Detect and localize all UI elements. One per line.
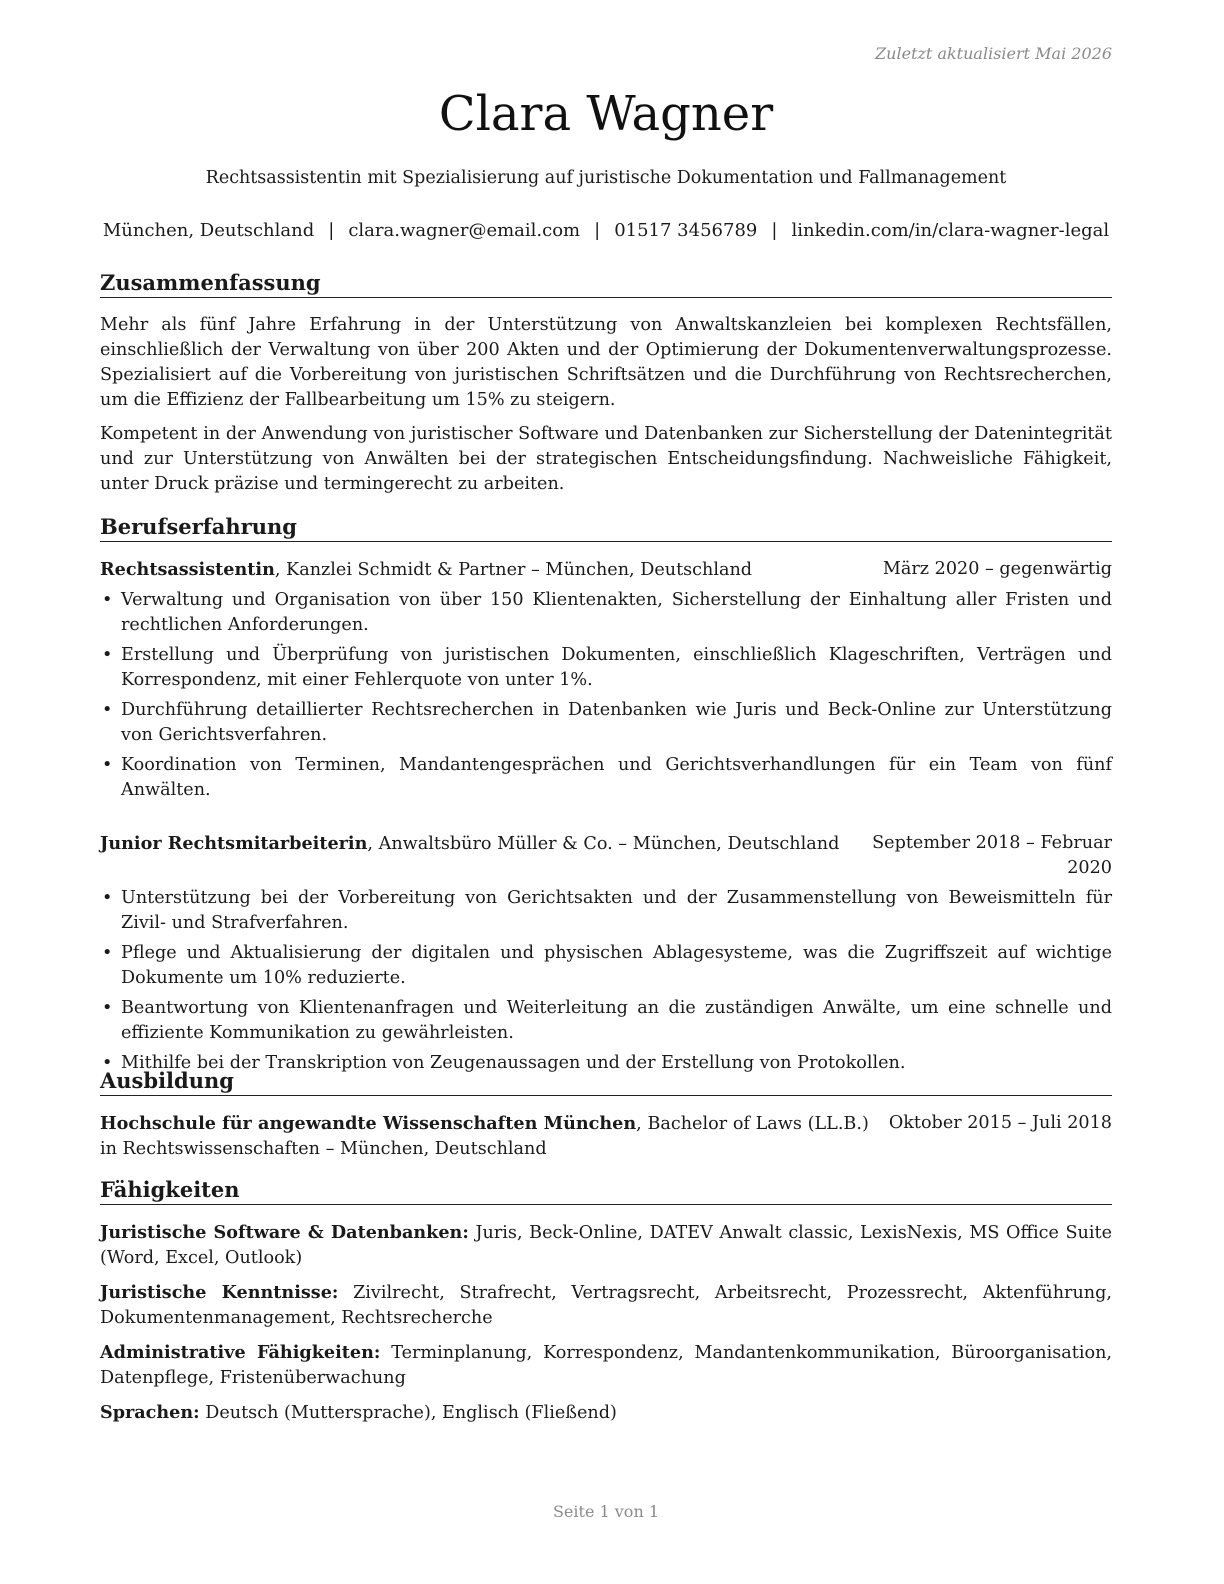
job-dates: September 2018 – Februar 2020 [872,833,1112,879]
job-bullet: • Mithilfe bei der Transkription von Zeugenaussagen und der Erstellung von Protokollen. [100,1051,1112,1076]
education-school: Hochschule für angewandte Wissenschaften München [100,1113,637,1135]
job-bullet: • Durchführung detaillierter Rechtsrecherchen in Datenbanken wie Juris und Beck-Online zur Unterstützung von Gerichtsverfahren. [100,698,1112,748]
skill-row [100,1400,1112,1426]
job-bullet: • Pflege und Aktualisierung der digitalen und physischen Ablagesysteme, was die Zugriffszeit auf wichtige Dokumente um 10% reduzierte. [100,941,1112,991]
job-bullet: • Beantwortung von Klientenanfragen und Weiterleitung an die zuständigen Anwälte, um eine schnelle und effiziente Kommunikation zu gewährleisten. [100,996,1112,1046]
contact-location: München, Deutschland [102,220,315,241]
contact-email[interactable]: clara.wagner@email.com [348,220,581,241]
job-employer: , Kanzlei Schmidt & Partner – München, Deutschland [274,560,753,581]
skill-row [100,1280,1112,1331]
job-bullet: • Koordination von Terminen, Mandantengesprächen und Gerichtsverhandlungen für ein Team von fünf Anwälten. [100,753,1112,803]
contact-separator: | [328,220,335,241]
education-entry [100,1111,1112,1162]
education-dates: Oktober 2015 – Juli 2018 [888,1113,1112,1134]
skills-section [100,1177,1112,1426]
job-header [100,831,1112,881]
skill-value: Zivilrecht, Strafrecht, Vertragsrecht, Arbeitsrecht, Prozessrecht, Aktenführung, Dokumentenmanagement, Rechtsrecherche [100,1283,1112,1329]
contact-linkedin[interactable]: linkedin.com/in/clara-wagner-legal [791,220,1110,241]
skill-row [100,1220,1112,1271]
section-title-experience: Berufserfahrung [100,514,1112,542]
tagline: Rechtsassistentin mit Spezialisierung auf juristische Dokumentation und Fallmanagement [205,168,1007,188]
summary-section [100,270,1112,497]
contact-line [80,220,1132,241]
job-entry [100,831,1112,1076]
contact-separator: | [771,220,778,241]
education-section [100,1068,1112,1162]
job-bullet: • Erstellung und Überprüfung von juristischen Dokumenten, einschließlich Klageschriften, Verträgen und Korrespondenz, mit einer Fehlerquote von unter 1%. [100,643,1112,693]
education-degree: , Bachelor of Laws (LL.B.) in Rechtswissenschaften – München, Deutschland [100,1114,869,1160]
summary-paragraph: Mehr als fünf Jahre Erfahrung in der Unterstützung von Anwaltskanzleien bei komplexen Rechtsfällen, einschließlich der Verwaltung von über 200 Akten und der Optimierung der Dokumentenverwaltungsprozesse. Spezialisiert auf die Vorbereitung von juristischen Schriftsätzen und die Durchführung von Rechtsrecherchen, um die Effizienz der Fallbearbeitung um 15% zu steigern. [100,315,1112,411]
skill-value: Deutsch (Muttersprache), Englisch (Fließend) [199,1403,617,1424]
job-bullets [100,886,1112,1076]
section-title-education: Ausbildung [100,1068,1112,1096]
job-role: Junior Rechtsmitarbeiterin [100,833,368,855]
candidate-name: Clara Wagner [438,86,774,142]
job-employer: , Anwaltsbüro Müller & Co. – München, Deutschland [367,834,840,855]
skill-row [100,1340,1112,1391]
job-header [100,557,1112,583]
experience-section [100,514,1112,1076]
last-updated: Zuletzt aktualisiert Mai 2026 [875,44,1112,63]
job-bullet: • Unterstützung bei der Vorbereitung von Gerichtsakten und der Zusammenstellung von Beweismitteln für Zivil- und Strafverfahren. [100,886,1112,936]
contact-phone: 01517 3456789 [614,220,758,241]
skill-label: Administrative Fähigkeiten: [100,1342,381,1364]
summary-paragraph: Kompetent in der Anwendung von juristischer Software und Datenbanken zur Sicherstellung der Datenintegrität und zur Unterstützung von Anwälten bei der strategischen Entscheidungsfindung. Nachweisliche Fähigkeit, unter Druck präzise und termingerecht zu arbeiten. [100,424,1112,495]
job-role: Rechtsassistentin [100,559,275,581]
section-title-summary: Zusammenfassung [100,270,1112,298]
page-number: Seite 1 von 1 [552,1502,660,1521]
skill-label: Sprachen: [100,1402,200,1424]
skill-label: Juristische Software & Datenbanken: [100,1222,469,1244]
job-dates: März 2020 – gegenwärtig [882,559,1112,580]
skill-value: Terminplanung, Korrespondenz, Mandantenkommunikation, Büroorganisation, Datenpflege, Fristenüberwachung [100,1343,1112,1389]
job-bullets [100,588,1112,803]
skill-label: Juristische Kenntnisse: [100,1282,339,1304]
section-title-skills: Fähigkeiten [100,1177,1112,1205]
skill-value: Juris, Beck-Online, DATEV Anwalt classic, LexisNexis, MS Office Suite (Word, Excel, Outlook) [100,1223,1112,1269]
job-entry [100,557,1112,803]
contact-separator: | [594,220,601,241]
job-bullet: • Verwaltung und Organisation von über 150 Klientenakten, Sicherstellung der Einhaltung aller Fristen und rechtlichen Anforderungen. [100,588,1112,638]
